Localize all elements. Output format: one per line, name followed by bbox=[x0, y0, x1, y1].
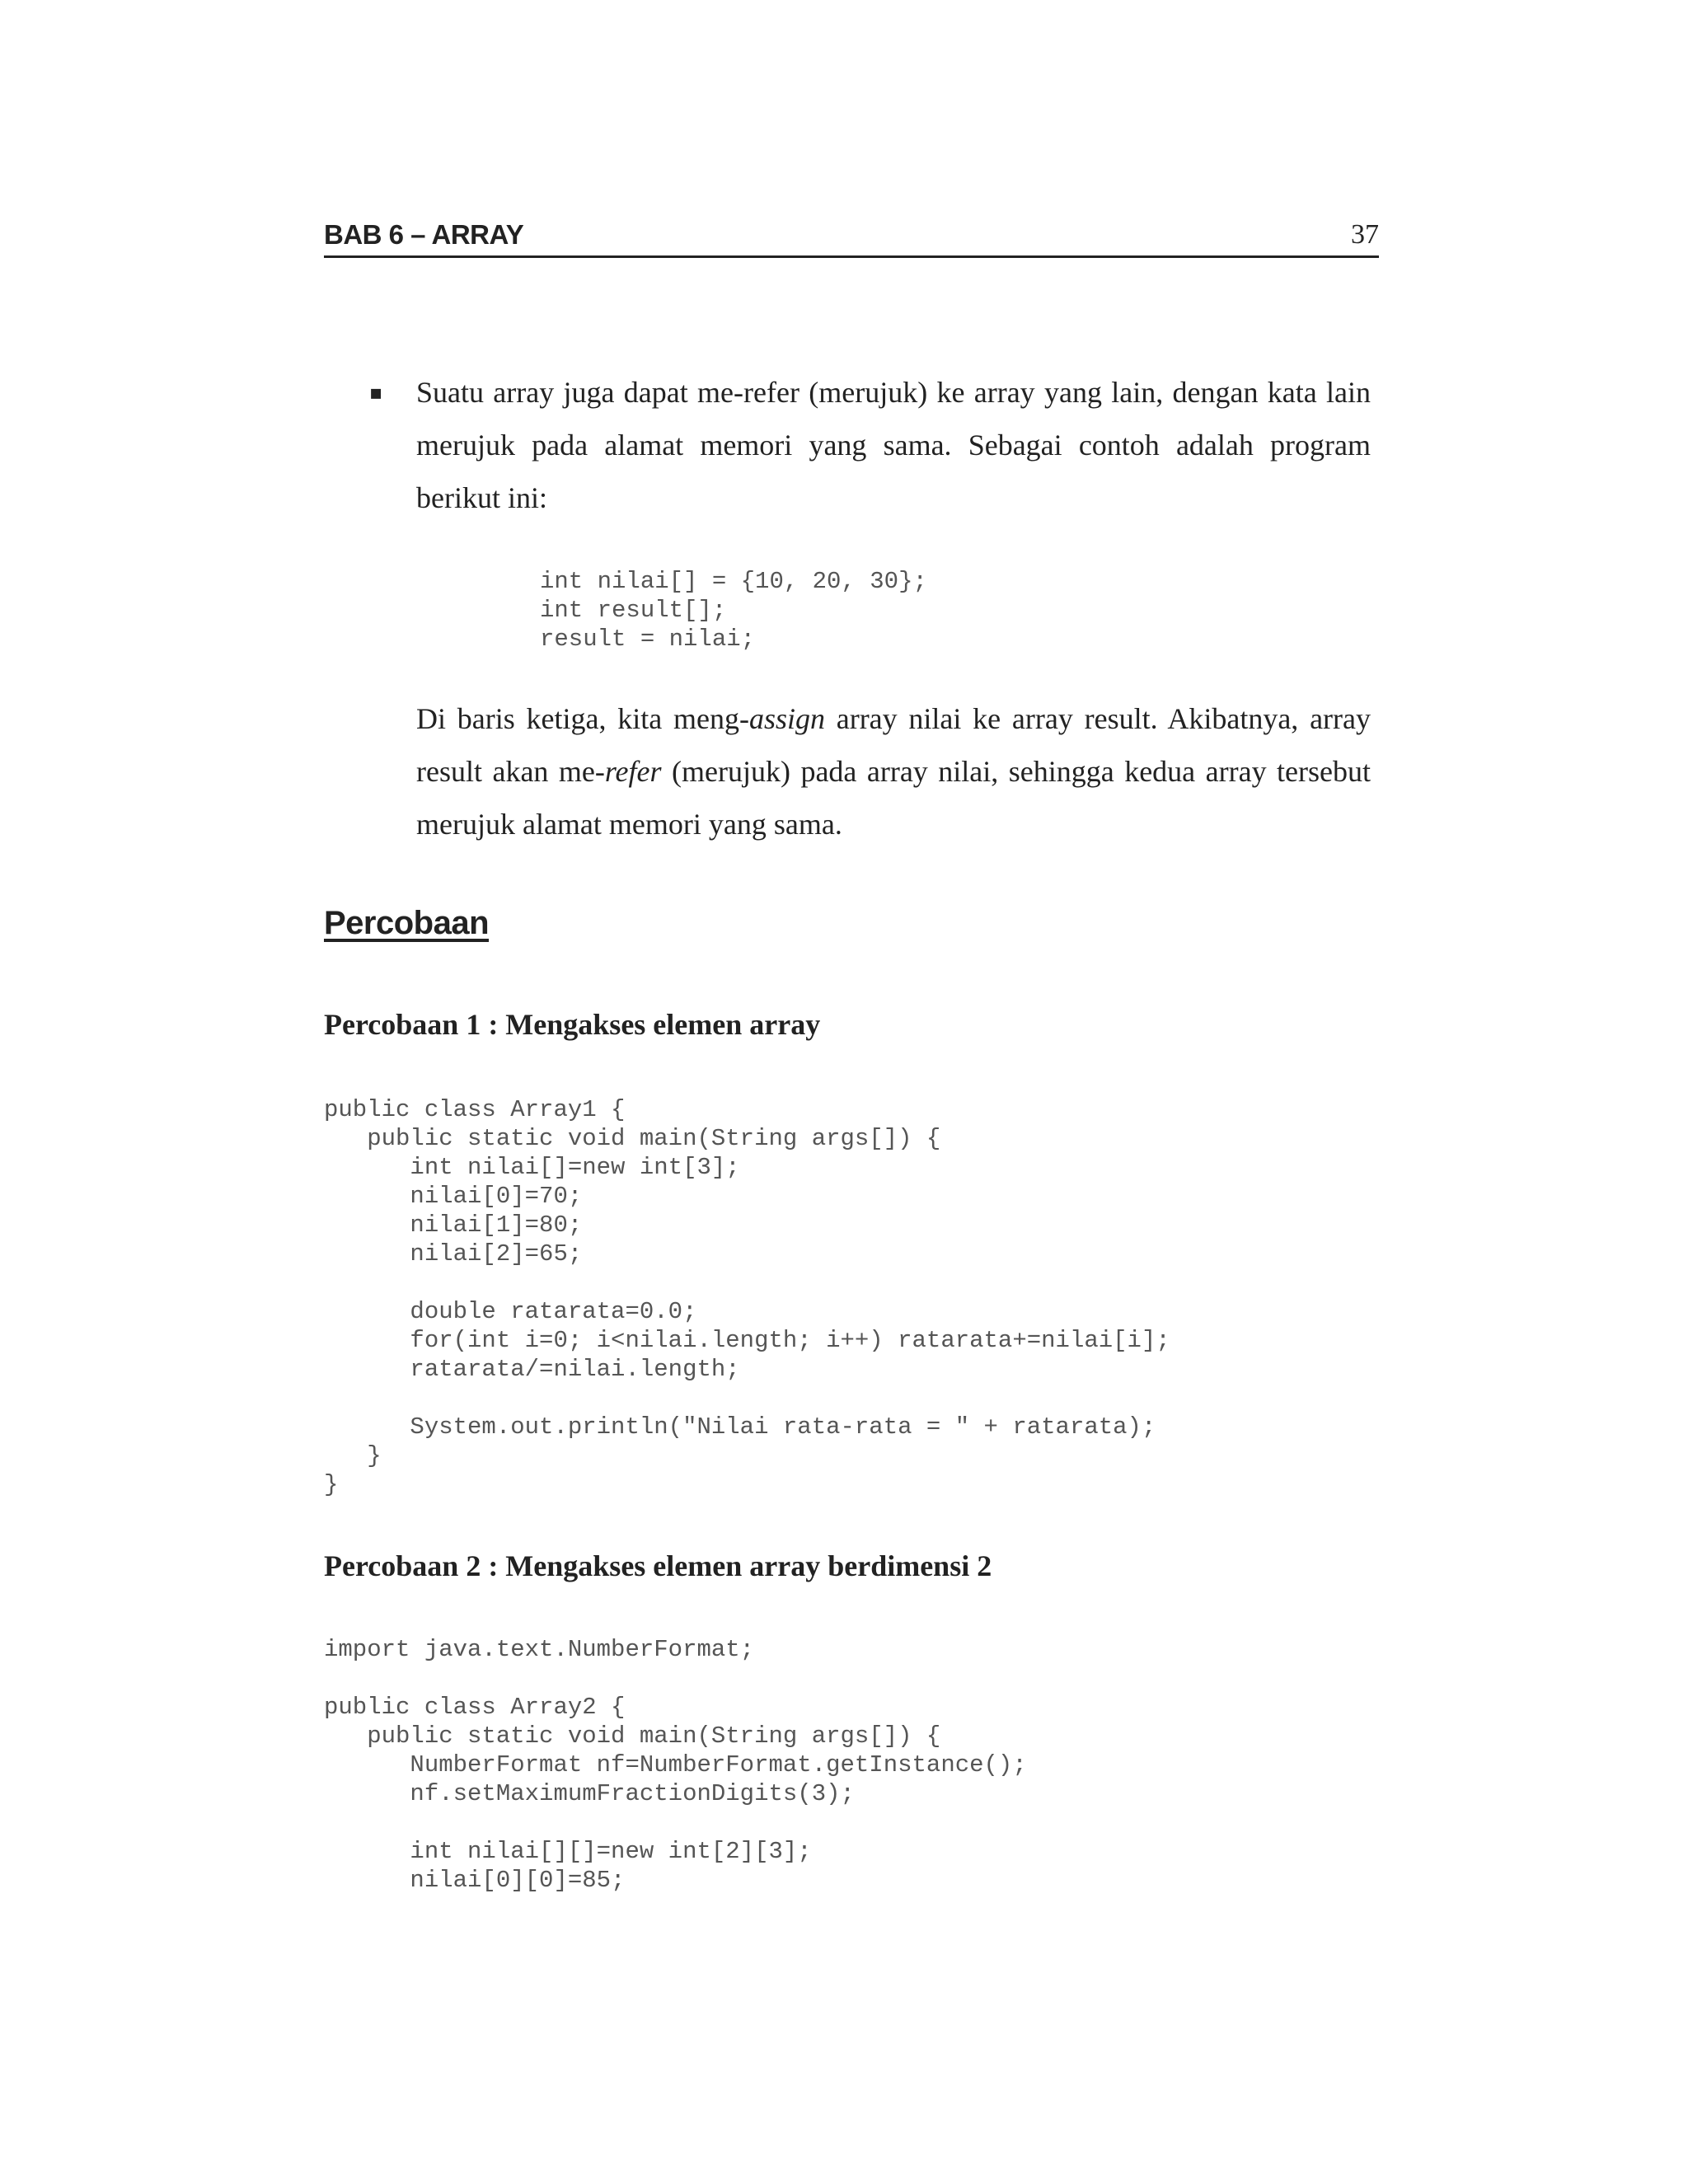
experiment2-code: import java.text.NumberFormat; public class Array2 { public static void main(String args[]) { NumberFormat nf=NumberFormat.getInstance(); nf.setMaximumFractionDigits(3); int nilai[][]=new int[2][3]; nilai[0][0]=85; bbox=[324, 1636, 1027, 1894]
chapter-title: BAB 6 – ARRAY bbox=[324, 219, 524, 250]
experiment1-code: public class Array1 { public static void main(String args[]) { int nilai[]=new int[3]; nilai[0]=70; nilai[1]=80; nilai[2]=65; double ratarata=0.0; for(int i=0; i<nilai.length; i++) ratarata+=nilai[i]; ratarata/=nilai.length; System.out.println("Nilai rata-rata = " + ratarata); } } bbox=[324, 1096, 1170, 1498]
paragraph-explanation bbox=[416, 692, 1371, 851]
page-header bbox=[324, 219, 1379, 258]
italic-term: assign bbox=[748, 702, 825, 735]
code-snippet-array-assign: int nilai[] = {10, 20, 30}; int result[]; result = nilai; bbox=[540, 568, 927, 653]
paragraph-text: array nilai ke array result. Akibatnya, array result akan me- bbox=[416, 702, 1372, 788]
section-heading: Percobaan bbox=[324, 905, 490, 941]
paragraph-text: (merujuk) pada array nilai, sehingga kedua array tersebut merujuk alamat memori yang sama. bbox=[416, 755, 1372, 841]
page-number: 37 bbox=[1351, 219, 1379, 250]
experiment2-title: Percobaan 2 : Mengakses elemen array berdimensi 2 bbox=[324, 1549, 992, 1582]
experiment1-title: Percobaan 1 : Mengakses elemen array bbox=[324, 1008, 821, 1041]
bullet-icon: ▪ bbox=[369, 381, 383, 404]
italic-term: refer bbox=[604, 755, 662, 788]
paragraph-text: Di baris ketiga, kita meng- bbox=[416, 702, 749, 735]
paragraph-array-refer: Suatu array juga dapat me-refer (merujuk) ke array yang lain, dengan kata lain merujuk pada alamat memori yang sama. Sebagai contoh adalah program berikut ini: bbox=[416, 376, 1371, 514]
